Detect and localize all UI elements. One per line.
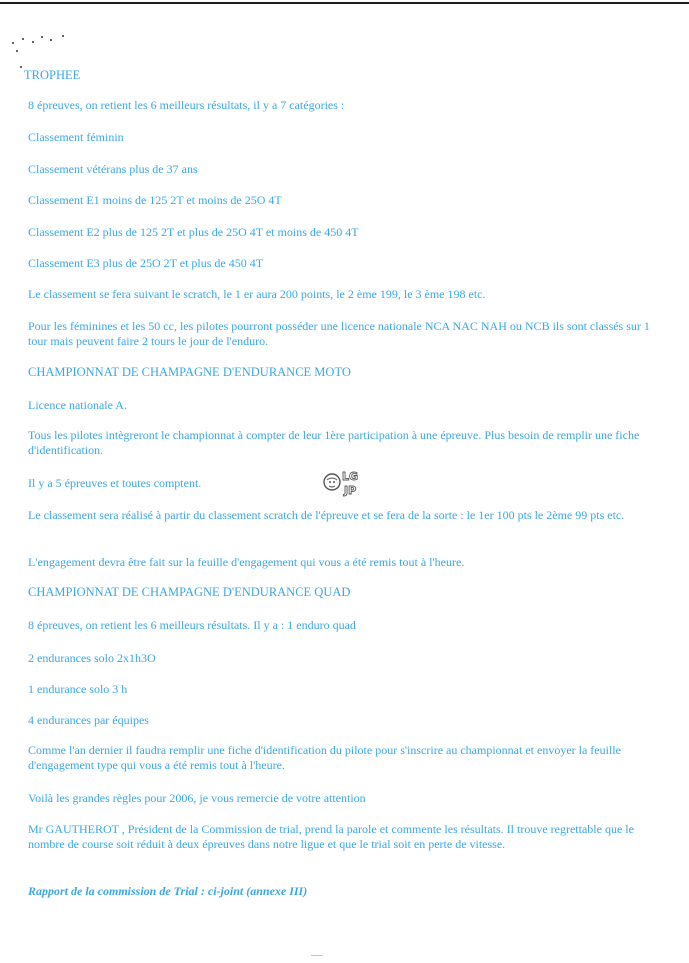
lgjp-stamp-logo: [322, 468, 370, 498]
speck: [32, 41, 34, 43]
paragraph-grandes-regles: Voilà les grandes règles pour 2006, je vous remercie de votre attention: [28, 791, 366, 805]
stamp-text-bottom: JP: [344, 484, 357, 497]
paragraph-engagement: L'engagement devra être fait sur la feuille d'engagement qui vous a été remis tout à l'heure.: [28, 555, 465, 569]
top-border-line: [0, 2, 689, 4]
speck: [20, 66, 22, 68]
paragraph-classement-scratch: Le classement sera réalisé à partir du classement scratch de l'épreuve et se fera de la sorte : le 1er 100 pts le 2ème 99 pts etc.: [28, 508, 625, 522]
heading-trophee: TROPHEE: [24, 68, 81, 82]
paragraph-scratch-points: Le classement se fera suivant le scratch, le 1 er aura 200 points, le 2 ème 199, le 3 ème 198 etc.: [28, 287, 486, 301]
list-item-solo-2x1h30: 2 endurances solo 2x1h3O: [28, 651, 156, 665]
paragraph-pilotes-integration: Tous les pilotes intègreront le championnat à compter de leur 1ère participation à une épreuve. Plus besoin de remplir une fiche d'identification.: [28, 428, 640, 457]
paragraph-licence-a: Licence nationale A.: [28, 398, 127, 412]
list-item-e3: Classement E3 plus de 25O 2T et plus de 450 4T: [28, 256, 264, 270]
paragraph-gautherot: Mr GAUTHEROT , Président de la Commission de trial, prend la parole et commente les résultats. Il trouve regrettable que le nombre de course soit réduit à deux épreuves dans notre ligue et que le trial soit en perte de vitesse.: [28, 822, 634, 851]
paragraph-quad-epreuves: 8 épreuves, on retient les 6 meilleurs résultats. Il y a : 1 enduro quad: [28, 618, 356, 632]
paragraph-fiche-identification: Comme l'an dernier il faudra remplir une fiche d'identification du pilote pour s'inscrire au championnat et envoyer la feuille d'engagement type qui vous a été remis tout à l'heure.: [28, 743, 621, 772]
heading-endurance-quad: CHAMPIONNAT DE CHAMPAGNE D'ENDURANCE QUAD: [28, 585, 351, 599]
speck: [16, 50, 18, 52]
heading-endurance-moto: CHAMPIONNAT DE CHAMPAGNE D'ENDURANCE MOTO: [28, 365, 351, 379]
speck: [62, 35, 64, 37]
scan-artifact-mark: [311, 955, 323, 956]
scan-specks: [8, 30, 78, 70]
list-item-solo-3h: 1 endurance solo 3 h: [28, 682, 128, 696]
list-item-veterans: Classement vétérans plus de 37 ans: [28, 162, 198, 176]
list-item-feminin: Classement féminin: [28, 130, 124, 144]
paragraph-5-epreuves: Il y a 5 épreuves et toutes comptent.: [28, 476, 202, 490]
stamp-text-top: LG: [342, 470, 359, 483]
speck: [12, 42, 14, 44]
list-item-e2: Classement E2 plus de 125 2T et plus de 25O 4T et moins de 450 4T: [28, 225, 359, 239]
paragraph-feminines-licence: Pour les féminines et les 50 cc, les pilotes pourront posséder une licence nationale NCA NAC NAH ou NCB ils sont classés sur 1 tour mais peuvent faire 2 tours le jour de l'enduro.: [28, 319, 650, 348]
list-item-e1: Classement E1 moins de 125 2T et moins de 25O 4T: [28, 193, 282, 207]
list-item-equipes: 4 endurances par équipes: [28, 713, 149, 727]
paragraph-epreuves-trophee: 8 épreuves, on retient les 6 meilleurs résultats, il y a 7 catégories :: [28, 98, 345, 112]
speck: [22, 38, 24, 40]
paragraph-rapport-trial: Rapport de la commission de Trial : ci-joint (annexe III): [28, 884, 308, 898]
speck: [50, 39, 52, 41]
speck: [41, 36, 43, 38]
